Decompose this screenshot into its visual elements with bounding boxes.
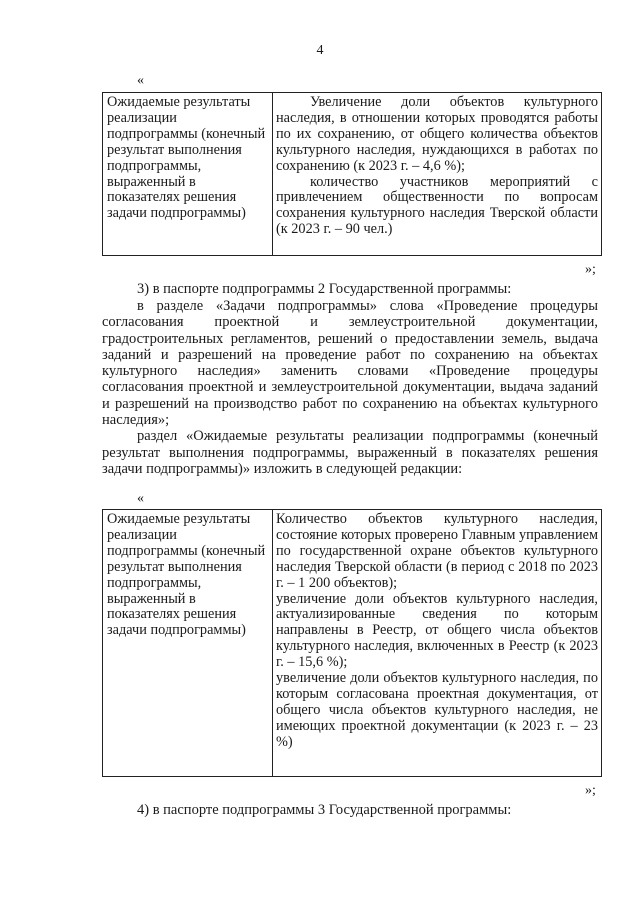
passport-table-subprogram-2 [102, 509, 602, 777]
result-indicator-paragraph: количество участников мероприятий с привлечением общественности по вопросам сохранения культурного наследия Тверской области (к 2023 г. – 90 чел.) [276, 173, 598, 238]
table-label-cell: Ожидаемые результаты реализации подпрограммы (конечный результат выполнения подпрограммы, выраженный в показателях решения задачи подпрограммы) [103, 510, 273, 777]
result-indicator-paragraph: Количество объектов культурного наследия, состояние которых проверено Главным управлением по государственной охране объектов культурного наследия Тверской области (в период с 2018 по 2023 г. – 1 200 объектов); [276, 511, 598, 591]
item-4-heading: 4) в паспорте подпрограммы 3 Государственной программы: [137, 802, 512, 818]
result-indicator-paragraph: увеличение доли объектов культурного наследия, по которым согласована проектная документация, от общего числа объектов культурного наследия, не имеющих проектной документации (к 2023 г. – 23 %) [276, 670, 598, 750]
passport-table-subprogram-1 [102, 92, 602, 256]
amendment-text-block [102, 298, 598, 477]
closing-quote: »; [585, 262, 596, 277]
result-indicator-paragraph: увеличение доли объектов культурного наследия, актуализированные сведения по которым направлены в Реестр, от общего числа объектов культурного наследия, включенных в Реестр (к 2023 г. – 15,6 %); [276, 590, 598, 671]
closing-quote-2: »; [585, 783, 596, 798]
page-number: 4 [316, 43, 324, 58]
table-content-cell [273, 510, 602, 777]
item-3-heading: 3) в паспорте подпрограммы 2 Государственной программы: [137, 281, 512, 297]
tasks-amendment-paragraph: в разделе «Задачи подпрограммы» слова «Проведение процедуры согласования проектной и землеустроительной документации, градостроительных регламентов, решений о предоставлении земель, выдача заданий и разрешений на проведение работ по сохранению на объектах культурного наследия» заменить словами «Проведение процедуры согласования проектной и землеустроительной документации, выдача заданий и разрешений на производство работ по сохранению на объектах культурного наследия»; [102, 298, 598, 429]
results-amendment-paragraph: раздел «Ожидаемые результаты реализации подпрограммы (конечный результат выполнения подпрограммы, выраженный в показателях решения задачи подпрограммы)» изложить в следующей редакции: [102, 428, 598, 477]
opening-quote-2: « [137, 491, 144, 506]
table-label-cell: Ожидаемые результаты реализации подпрограммы (конечный результат выполнения подпрограммы, выраженный в показателях решения задачи подпрограммы) [103, 93, 273, 256]
table-content-cell [273, 93, 602, 256]
result-indicator-paragraph: Увеличение доли объектов культурного наследия, в отношении которых проводятся работы по их сохранению, от общего количества объектов культурного наследия, нуждающихся в работах по сохранению (к 2023 г. – 4,6 %); [276, 94, 598, 174]
opening-quote: « [137, 73, 144, 88]
